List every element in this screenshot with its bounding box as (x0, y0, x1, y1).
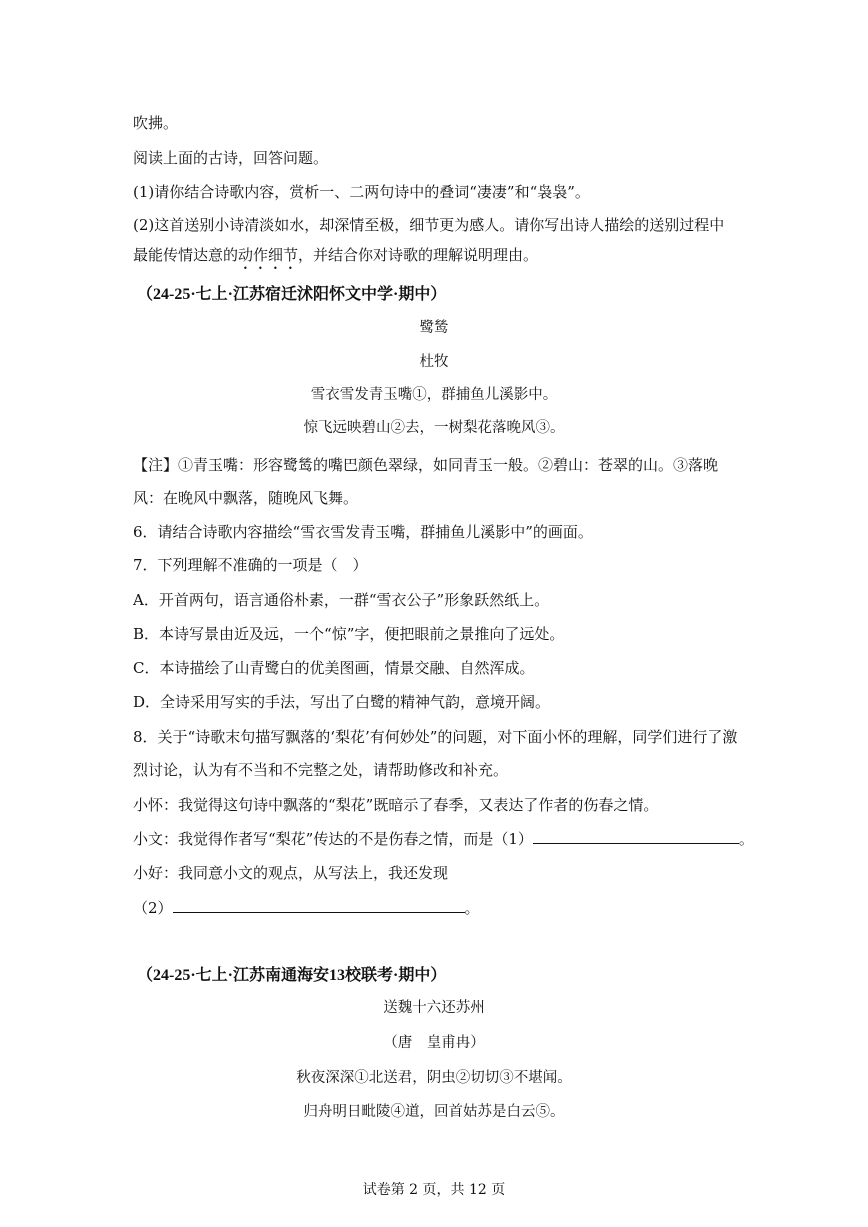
text-segment: 。 (464, 899, 480, 917)
option-c: C．本诗描绘了山青鹭白的优美图画，情景交融、自然浑成。 (133, 659, 535, 677)
poem-line: 归舟明日毗陵④道，回首姑苏是白云⑤。 (303, 1104, 565, 1120)
answer-blank-1[interactable] (533, 829, 739, 844)
text-segment: 最能传情达意的 (133, 246, 239, 264)
instruction-line: 阅读上面的古诗，回答问题。 (133, 149, 329, 167)
text-segment: 。 (738, 830, 754, 848)
poem-author: 杜牧 (419, 354, 449, 370)
poem-title: 送魏十六还苏州 (383, 1000, 485, 1016)
option-b: B．本诗写景由近及远，一个“惊”字，便把眼前之景推向了远处。 (133, 625, 565, 643)
text-segment: ，并结合你对诗歌的理解说明理由。 (298, 246, 539, 264)
question-7: 7．下列理解不准确的一项是（ ） (133, 556, 368, 574)
dialogue-xiaohuai: 小怀：我觉得这句诗中飘落的“梨花”既暗示了春季，又表达了作者的伤春之情。 (133, 796, 659, 814)
dialogue-xiaohao: 小好：我同意小文的观点，从写法上，我还发现 (133, 864, 449, 882)
page-footer: 试卷第 2 页，共 12 页 (362, 1182, 506, 1198)
answer-line-2 (133, 898, 480, 918)
note-line: 【注】①青玉嘴：形容鹭鸶的嘴巴颜色翠绿，如同青玉一般。②碧山：苍翠的山。③落晚 (133, 456, 719, 474)
emphasized-text: 动作细节 (238, 246, 299, 264)
question-1: (1)请你结合诗歌内容，赏析一、二两句诗中的叠词“凄凄”和“袅袅”。 (133, 183, 590, 201)
dialogue-xiaowen (133, 829, 754, 849)
option-d: D．全诗采用写实的手法，写出了白鹭的精神气韵，意境开阔。 (133, 693, 551, 711)
poem-line: 惊飞远映碧山②去，一树梨花落晚风③。 (303, 420, 565, 436)
question-2-line1: (2)这首送别小诗清淡如水，却深情至极，细节更为感人。请你写出诗人描绘的送别过程中 (133, 216, 725, 234)
text-line: 吹拂。 (133, 114, 179, 132)
poem-title: 鹭鸶 (419, 320, 449, 336)
poem-line: 秋夜深深①北送君，阴虫②切切③不堪闻。 (296, 1070, 572, 1086)
option-a: A．开首两句，语言通俗朴素，一群“雪衣公子”形象跃然纸上。 (133, 591, 550, 609)
poem-author: （唐 皇甫冉） (383, 1035, 485, 1051)
poem-line: 雪衣雪发青玉嘴①，群捕鱼儿溪影中。 (310, 387, 558, 403)
question-6: 6．请结合诗歌内容描绘“雪衣雪发青玉嘴，群捕鱼儿溪影中”的画面。 (133, 523, 593, 541)
section-heading: （24-25·七上·江苏南通海安13校联考·期中） (137, 967, 447, 984)
question-8-line2: 烈讨论，认为有不当和不完整之处，请帮助修改和补充。 (133, 761, 509, 779)
answer-blank-2[interactable] (173, 898, 465, 913)
note-line: 风：在晚风中飘落，随晚风飞舞。 (133, 489, 359, 507)
question-8-line1: 8．关于“诗歌末句描写飘落的‘梨花’有何妙处”的问题，对下面小怀的理解，同学们进行了激 (133, 728, 738, 746)
section-heading: （24-25·七上·江苏宿迁沭阳怀文中学·期中） (137, 286, 447, 303)
text-segment: 小文：我觉得作者写“梨花”传达的不是伤春之情，而是（1） (133, 830, 533, 848)
text-segment: （2） (133, 899, 173, 917)
question-2-line2 (133, 245, 538, 273)
